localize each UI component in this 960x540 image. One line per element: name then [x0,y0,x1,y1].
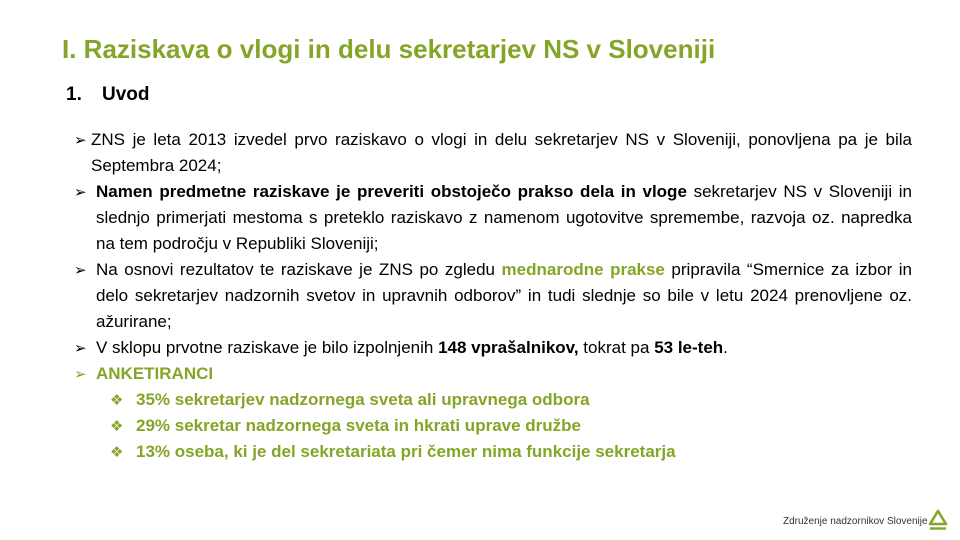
bullet-text: . [723,338,728,357]
bullet-highlight-text: mednarodne prakse [501,260,665,279]
bullet-text: ZNS je leta 2013 izvedel prvo raziskavo o vlogi in delu sekretarjev NS v Sloveniji, ponovljena pa je bila Septembra 2024; [91,130,912,175]
arrow-bullet-icon: ➢ [74,261,87,279]
section-number: 1. [66,84,82,105]
respondent-text: 35% sekretarjev nadzornega sveta ali upravnega odbora [136,390,590,409]
bullet-text: tokrat pa [578,338,655,357]
respondent-text: 29% sekretar nadzornega sveta in hkrati uprave družbe [136,416,582,435]
bullet-text: sekretarjev NS v Sloveniji in slednjo primerjati mestoma s preteklo raziskavo z namenom ugotovitve spremembe, razvoja oz. napredka na tem področju v Republiki Sloveniji; [96,182,912,253]
section-heading [66,84,150,106]
bullet-bold-text: Namen predmetne raziskave je preveriti obstoječo prakso dela in vloge [96,182,687,201]
diamond-bullet-icon: ❖ [110,443,124,461]
respondent-item [74,439,912,465]
arrow-bullet-icon: ➢ [74,131,87,149]
arrow-bullet-icon: ➢ [74,365,87,383]
arrow-bullet-icon: ➢ [74,339,87,357]
footer-org-name: Združenje nadzornikov Slovenije [783,516,928,527]
bullet-text: V sklopu prvotne raziskave je bilo izpolnjenih [96,338,439,357]
diamond-bullet-icon: ❖ [110,391,124,409]
respondent-item [74,387,912,413]
respondent-item [74,413,912,439]
bullet-item [74,127,912,179]
respondents-heading [74,361,912,387]
zns-logo-icon [928,509,948,531]
section-label: Uvod [102,84,150,105]
bullet-item [74,335,912,361]
diamond-bullet-icon: ❖ [110,417,124,435]
questionnaire-count-2024: 53 le-teh [654,338,724,357]
bullet-item [74,179,912,257]
content-body [74,127,912,465]
questionnaire-count-2013: 148 vprašalnikov, [438,338,579,357]
bullet-item [74,257,912,335]
arrow-bullet-icon: ➢ [74,183,87,201]
respondent-text: 13% oseba, ki je del sekretariata pri čemer nima funkcije sekretarja [136,442,676,461]
bullet-text: pripravila “Smernice za izbor in delo sekretarjev nadzornih svetov in upravnih odborov” in tudi slednje so bile v letu 2024 prenovljene oz. ažurirane; [96,260,912,331]
bullet-text: Na osnovi rezultatov te raziskave je ZNS po zgledu [96,260,502,279]
page-title: I. Raziskava o vlogi in delu sekretarjev NS v Sloveniji [62,34,716,64]
respondents-heading-text: ANKETIRANCI [96,364,214,383]
